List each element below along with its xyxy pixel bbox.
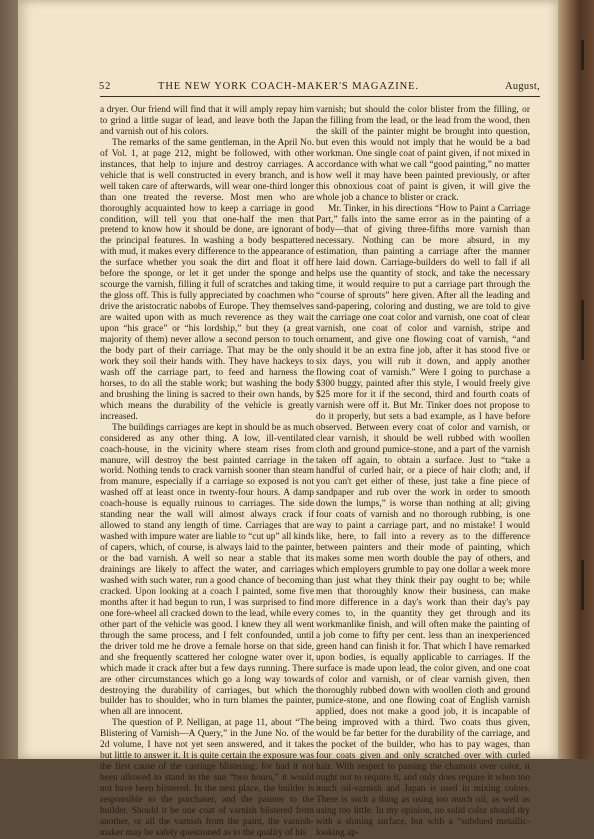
left-text-column <box>100 105 314 838</box>
right-text-column <box>316 105 530 838</box>
paragraph: The question of P. Nelligan, at page 11, about “The Blistering of Varnish—A Query,” in the June No. of the 2d volume, I have not yet seen answered, and it takes but little to answer it. It is quite certain the exposure was the first cause of the carriage blistering; for had it not been allowed to stand in the sun “two hours,” it would not have been blistered. In the next place, the builder is responsible to the purchaser, and the painter to the builder. Should it be one coat of varnish blistered from another, or all the varnish from the paint, the varnish-maker may be safely questioned as to the quality of his <box>100 718 314 838</box>
issue-month: August, <box>504 81 540 92</box>
paragraph: Mr. Tinker, in his directions “How to Paint a Carriage Part,” falls into the same error as in the painting of a body—that of giving three-fifths more varnish than necessary. Nothing can be more absurd, in my estimation, than painting a carriage after the manner here laid down. Carriage-builders do well to fall if all helps use the quantity of stock, and take the necessary time, it would require to put a carriage part through the “course of sprouts” here given. After all the leading and sand-papering, coloring and dusting, we are told to give the carriage one coat color and varnish, one coat of clear varnish, one coat of color and varnish, stripe and ornament, and give one flowing coat of varnish, “and should it be an extra fine job, after it has stood five or six days, you will rub it down, and apply another flowing coat of varnish.” Were I going to purchase a $300 buggy, painted after this style, I would freely give $25 more for it if the second, third and fourth coats of varnish were off it. But Mr. Tinker does not propose to do it properly, but sets a bad example, as I have before observed. Between every coat of color and varnish, or clear varnish, it should be well rubbed with woollen cloth and ground pumice-stone, and a part of the varnish taken off again, to obtain a surface. Just to “take a handful of curled hair, or a piece of hair cloth; and, if you can't get either of these, just take a fine piece of sandpaper and rub over the work in order to smooth down the lumps,” is worse than nothing at all; giving four coats of varnish and no thorough rubbing, is one way to paint a carriage part, and no mistake! I would like, here, to fall into a revery as to the difference between painters and their mode of painting, which makes some men worth double the pay of others, and which employers grumble to pay one dollar a week more than just what they think their pay ought to be; while men that thoroughly know their business, can make more difference in a day's work than their day's pay comes to, in the quantity they get through and its workmanlike finish, and will often make the painting of a job come to fifty per cent. less than an inexperienced green hand can finish it for. That which I have remarked upon bodies, is equally applicable to carriages. If the surface is made upon lead, the color given, and one coat of color and varnish, or of clear varnish given, then thoroughly rubbed down with woollen cloth and ground pumice-stone, and one flowing coat of English varnish applied, does not make a good job, it is incapable of being improved with a third. Two coats thus given, would be far better for the durability of the carriage, and the pocket of the builder, who has to pay wages, than four coats given and only scratched over with curled hair. With respect to passing the chamois over color, it ought not to require it, and only does require it when too much oil-varnish and Japan is used in mixing colors. There is such a thing as using too much oil, as well as using too little. In my opinion, no solid color should dry with a shining surface, but with a “subdued metallic-looking ap- <box>316 203 530 838</box>
paragraph: a dryer. Our friend will find that it will amply repay him to grind a little sugar of lead, and leave both the Japan and varnish out of his colors. <box>100 105 314 137</box>
paragraph: The remarks of the same gentleman, in the April No. of Vol. 1, at page 212, might be followed, with other instances, that help to injure and destroy carriages. A vehicle that is well constructed in every branch, and is well taken care of afterwards, will wear one-third longer than one treated the reverse. Most men who are thoroughly acquainted how to keep a carriage in good condition, will tell you that one-half the men that pretend to know how it should be done, are ignorant of the principal features. In washing a body bespattered with mud, it makes every difference to the appearance of the surface whether you soak the dirt and float it off before the sponge, or let it get under the sponge and scourge the varnish, filling it full of scratches and taking the gloss off. This is fully appreciated by coachmen who drive the aristocratic nabobs of Europe. They themselves are waited upon with as much reverence as they wait upon “his grace” or “his lordship,” but they (a great majority of them) never allow a second person to touch the body part of their carriage. That may be the only work they soil their hands with. They have hackeys to wash off the carriage part, to feed and harness the horses, to do all the stable work; but washing the body and brushing the lining is sacred to their own hands, by which means the durability of the vehicle is greatly increased. <box>100 137 314 422</box>
page-number: 52 <box>99 81 112 92</box>
spine-band <box>581 40 584 70</box>
paragraph: varnish; but should the color blister from the filling, or the filling from the lead, or the lead from the wood, then the skill of the painter might be brought into question, but even this would not imply that he would be a bad workman. One single coat of paint given, if not mixed in accordance with what we call “good painting,” no matter how well it may have been painted previously, or after this obnoxious coat of paint is given, it will give the whole job a chance to blister or crack. <box>316 105 530 203</box>
running-header <box>66 81 556 97</box>
book-spine <box>558 0 594 759</box>
header-rule <box>100 96 540 97</box>
spine-band <box>581 300 584 360</box>
spine-band <box>581 560 584 610</box>
running-title: THE NEW YORK COACH-MAKER'S MAGAZINE. <box>158 81 419 92</box>
paragraph: The buildings carriages are kept in should be as much considered as any other thing. A low, ill-ventilated coach-house, in the vicinity where steam rises from manure, will destroy the best painted carriage in the world. Nothing tends to crack varnish sooner than steam from manure, especially if a carriage so exposed is not washed off at least once in twenty-four hours. A damp coach-house is equally ruinous to carriages. The side standing near the wall will almost always crack if allowed to stand any length of time. Carriages that are washed with impure water are liable to “cut up” all kinds of capers, which, of course, is always laid to the painter, or the bad varnish. A well so near a stable that its drainings are likely to affect the water, and carriages washed with such water, run a good chance of becoming cracked. Upon looking at a coach I painted, some five months after it had begun to run, I was surprised to find one fore-wheel all cracked down to the lead, while every other part of the vehicle was good. I knew they all went through the same process, and I felt confounded, until the driver told me he drove a female horse on that side, and she frequently scattered her cologne water over it, which made it crack after but a few days running. There are other circumstances which go a long way towards destroying the durability of carriages, but which the builder has to shoulder, who in turn blames the painter, when all are innocent. <box>100 422 314 718</box>
